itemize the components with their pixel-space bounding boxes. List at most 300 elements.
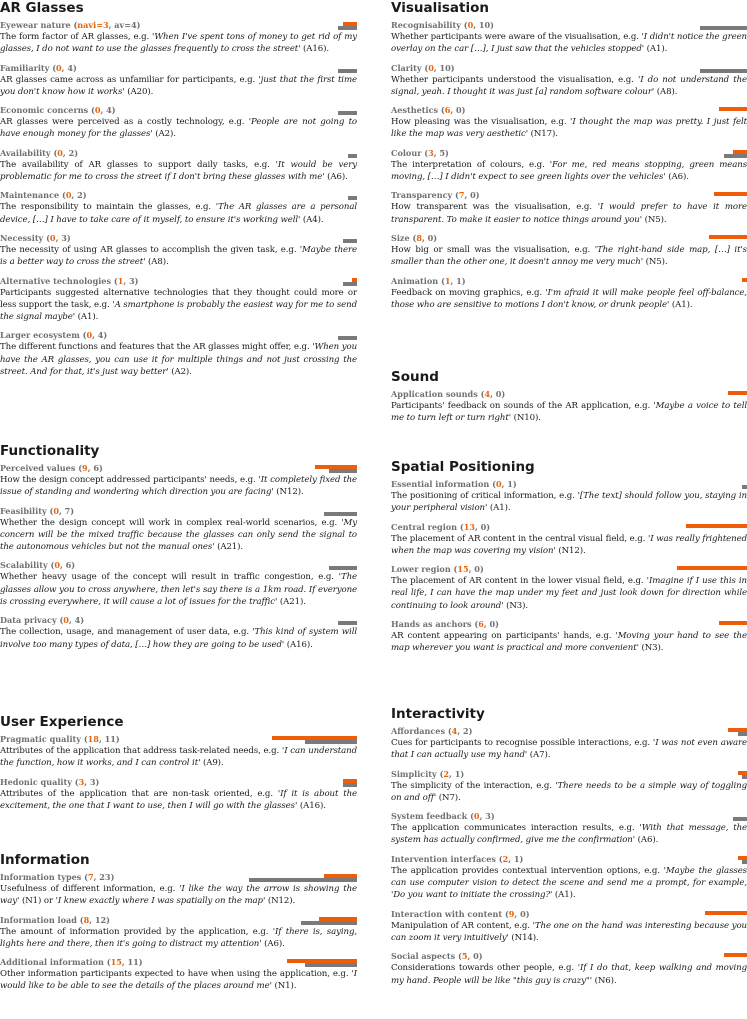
count-bars <box>635 950 747 962</box>
code-description <box>391 630 747 655</box>
code-entry-hands-as-anchors <box>391 618 747 655</box>
description-text: How the design concept addressed participants' needs, e.g. ' <box>0 475 261 485</box>
navi-count: 0 <box>57 147 63 158</box>
navi-count: 0 <box>65 190 72 201</box>
navi-bar <box>724 953 747 957</box>
code-description <box>391 920 747 945</box>
code-header <box>391 104 747 116</box>
code-description <box>0 474 357 499</box>
description-text: Usefulness of different information, e.g. ' <box>0 884 182 894</box>
navi-count: 8 <box>83 914 90 925</box>
navi-count: 7 <box>458 190 465 201</box>
section-title: Functionality <box>0 443 100 459</box>
count-bars <box>245 62 357 74</box>
section-visualisation <box>391 0 747 317</box>
code-name: Additional information <box>0 957 104 968</box>
av-bar <box>348 196 357 200</box>
description-text: The placement of AR content in the central visual field, e.g. ' <box>391 533 651 544</box>
quote-text: It would be very problematic for me to cross the street if I don't bring these glasses with me <box>0 159 357 183</box>
av-count: 3 <box>128 275 135 286</box>
code-description <box>0 31 357 56</box>
code-entry-pragmatic-quality <box>0 733 357 770</box>
code-description <box>391 962 747 987</box>
code-description <box>0 116 357 141</box>
code-description <box>0 74 357 99</box>
count-bars <box>635 810 747 822</box>
count-bars <box>245 914 357 926</box>
section-title: Interactivity <box>391 706 485 722</box>
navi-count: navi=3 <box>77 20 109 30</box>
navi-count: 3 <box>428 147 434 158</box>
description-text: Participants suggested alternative technologies that they thought could more or less support the task, e.g. ' <box>0 287 357 310</box>
code-entry-simplicity <box>391 768 747 805</box>
quote-text: [The text] should follow you, staying in your peripheral vision <box>391 491 747 514</box>
code-description <box>0 626 357 651</box>
source-text: ' (A20). <box>122 86 154 97</box>
quote-text: When you have the AR glasses, you can use it for multiple things and not just crossing the street. And for that, it's just way better <box>0 342 358 378</box>
code-description <box>391 490 747 515</box>
source-text: ' (A2). <box>150 129 176 140</box>
av-count: 1 <box>456 275 462 286</box>
code-label: Hands as anchors (6, 0) <box>391 619 500 630</box>
navi-count: 0 <box>428 62 434 73</box>
av-bar <box>700 26 747 30</box>
source-text: ' (A8). <box>651 86 678 97</box>
navi-bar <box>728 391 747 395</box>
navi-count: 8 <box>416 232 422 243</box>
av-count: 2 <box>68 147 75 158</box>
av-bar <box>324 512 357 516</box>
av-count: 0 <box>495 389 502 399</box>
code-description <box>391 822 747 847</box>
code-entry-familiarity <box>0 62 357 99</box>
code-name: Feasibility <box>0 505 47 516</box>
code-name: Information load <box>0 914 77 925</box>
code-header <box>391 521 747 533</box>
section-sound <box>391 369 747 431</box>
code-label: Intervention interfaces (2, 1) <box>391 853 524 864</box>
av-count: 10 <box>439 62 451 73</box>
count-bars <box>245 871 357 883</box>
av-bar <box>338 26 357 30</box>
count-bars <box>635 563 747 575</box>
description-text: AR glasses came across as unfamiliar for participants, e.g. ' <box>0 74 261 85</box>
source-text: ' (N12). <box>262 896 296 907</box>
av-bar <box>338 111 357 115</box>
source-text: ' (A1). <box>72 312 99 323</box>
code-name: Intervention interfaces <box>391 853 496 864</box>
navi-bar <box>709 235 747 239</box>
count-bars <box>635 388 747 400</box>
navi-bar <box>686 524 747 528</box>
code-description <box>0 244 357 269</box>
av-bar <box>700 69 747 73</box>
quote-text: The AR glasses are a personal device, […] I have to take care of it myself, to ensure it's working well <box>0 202 357 225</box>
quote-text: For me, red means stopping, green means moving, […] I didn't expect to see green lights over the vehicles <box>391 159 747 183</box>
navi-count: 0 <box>473 811 480 822</box>
av-count: 6 <box>93 463 99 473</box>
source-text: ' (N17). <box>525 129 558 140</box>
navi-count: 18 <box>87 734 99 744</box>
source-text: ' (A21). <box>275 597 306 608</box>
code-entry-hedonic-quality <box>0 776 357 813</box>
source-text: ' (N10). <box>508 413 541 424</box>
code-label: Alternative technologies (1, 3) <box>0 275 139 286</box>
section-title: User Experience <box>0 714 124 730</box>
navi-count: 6 <box>444 105 451 116</box>
description-text: ' (N1) or ' <box>17 896 58 907</box>
code-header <box>391 908 747 920</box>
code-description <box>0 341 357 378</box>
source-text: ' (A1). <box>666 299 693 310</box>
count-bars <box>245 505 357 517</box>
quote-text: I'm afraid it will make people feel off-balance, those who are sensitive to motions I don't know, or drunk people <box>391 287 747 310</box>
code-entry-data-privacy <box>0 614 357 651</box>
quote-text: I do not understand the signal, yeah. I thought it was just [a] random software colour <box>391 74 747 97</box>
quote-text: I knew exactly where I was spatially on the map <box>57 896 263 907</box>
quote-text: This kind of system will involve too many types of data, […] how they are going to be used <box>0 627 358 650</box>
av-count: 23 <box>99 872 111 882</box>
description-text: The necessity of using AR glasses to accomplish the given task, e.g. ' <box>0 244 303 255</box>
code-entry-availability <box>0 147 357 184</box>
count-bars <box>245 559 357 571</box>
code-name: Recognisability <box>391 20 461 30</box>
code-header <box>0 232 357 244</box>
quote-text: I would prefer to have it more transparent. To make it easier to notice things around you <box>391 202 747 225</box>
code-label: Animation (1, 1) <box>391 275 466 286</box>
av-count: 3 <box>61 232 67 243</box>
av-count: 0 <box>473 951 479 962</box>
description-text: The availability of AR glasses to support daily tasks, e.g. ' <box>0 159 278 170</box>
quote-text: I didn't notice the green overlay on the car […], I just saw that the vehicles stopped <box>391 32 747 55</box>
code-name: Application sounds <box>391 389 478 399</box>
code-description <box>0 571 357 608</box>
description-text: Cues for participants to recognise possible interactions, e.g. ' <box>391 738 656 748</box>
code-entry-feasibility <box>0 505 357 554</box>
code-header <box>0 956 357 968</box>
count-bars <box>635 478 747 490</box>
code-header <box>0 871 357 883</box>
navi-count: 9 <box>82 463 88 473</box>
code-description <box>391 575 747 612</box>
av-count: 0 <box>456 105 462 116</box>
description-text: Whether participants understood the visualisation, e.g. ' <box>391 74 641 85</box>
code-label: Information types (7, 23) <box>0 872 115 882</box>
code-description <box>391 244 747 269</box>
navi-bar <box>714 192 747 196</box>
av-bar <box>329 469 357 473</box>
quote-text: The one on the hand was interesting because you can zoom it very intuitively <box>391 920 747 943</box>
code-header <box>0 505 357 517</box>
source-text: ' (A1). <box>641 44 668 55</box>
code-entry-perceived-values <box>0 462 357 499</box>
quote-text: I thought the map was pretty. I just felt like the map was very aesthetic <box>391 117 747 140</box>
description-text: The application provides contextual intervention options, e.g. ' <box>391 865 666 876</box>
source-text: ' (A9). <box>198 758 224 769</box>
description-text: Attributes of the application that address task-related needs, e.g. ' <box>0 746 285 756</box>
code-entry-colour <box>391 147 747 184</box>
navi-count: 6 <box>478 619 484 630</box>
description-text: Whether heavy usage of the concept will result in traffic congestion, e.g. ' <box>0 572 341 583</box>
count-bars <box>245 19 357 31</box>
code-header <box>391 62 747 74</box>
description-text: The collection, usage, and management of user data, e.g. ' <box>0 627 255 638</box>
code-entry-interaction-with-content <box>391 908 747 945</box>
code-header <box>391 275 747 287</box>
code-name: Economic concerns <box>0 105 89 116</box>
av-count: 0 <box>520 908 526 919</box>
code-label: Interaction with content (9, 0) <box>391 908 530 919</box>
quote-text: Maybe a voice to tell me to turn left or turn right <box>391 401 747 424</box>
code-header <box>0 614 357 626</box>
av-bar <box>249 878 357 882</box>
code-entry-larger-ecosystem <box>0 329 357 378</box>
code-label: Data privacy (0, 4) <box>0 615 85 626</box>
code-header <box>0 147 357 159</box>
code-label: Application sounds (4, 0) <box>391 389 506 399</box>
count-bars <box>635 908 747 920</box>
count-bars <box>635 768 747 780</box>
code-header <box>391 189 747 201</box>
code-name: Lower region <box>391 564 451 575</box>
navi-count: 13 <box>463 521 475 532</box>
code-description <box>391 865 747 902</box>
code-name: Familiarity <box>0 62 50 73</box>
code-entry-additional-information <box>0 956 357 993</box>
quote-text: If there is, saying, lights here and there, then it's going to distract my attention <box>0 926 357 949</box>
av-count: 3 <box>485 811 491 822</box>
code-entry-essential-information <box>391 478 747 515</box>
av-count: 4 <box>106 105 112 116</box>
av-bar <box>738 732 747 736</box>
code-description <box>391 287 747 312</box>
code-description <box>391 201 747 226</box>
code-entry-alternative-technologies <box>0 275 357 324</box>
section-title: Visualisation <box>391 0 489 16</box>
source-text: ' (A4). <box>298 214 324 225</box>
code-name: Necessity <box>0 232 44 243</box>
av-bar <box>742 485 747 489</box>
section-spatial-positioning <box>391 459 747 661</box>
code-header <box>0 462 357 474</box>
code-label: Feasibility (0, 7) <box>0 505 75 516</box>
navi-count: 9 <box>508 908 515 919</box>
av-count: 0 <box>427 232 434 243</box>
quote-text: My concern will be the mixed traffic because the glasses can only send the signal to the autonomous vehicles but not the manual ones <box>0 517 357 553</box>
code-entry-central-region <box>391 521 747 558</box>
quote-text: When I've spent tons of money to get rid of my glasses, I do not want to use the glasses frequently to cross the street <box>0 32 357 55</box>
code-entry-system-feedback <box>391 810 747 847</box>
code-description <box>0 968 357 993</box>
code-name: Social aspects <box>391 951 456 962</box>
code-name: Clarity <box>391 62 422 73</box>
av-count: 11 <box>127 957 139 968</box>
description-text: The simplicity of the interaction, e.g. ' <box>391 780 558 791</box>
code-header <box>391 19 747 31</box>
code-header <box>391 618 747 630</box>
source-text: ' (A2). <box>166 367 192 378</box>
count-bars <box>245 104 357 116</box>
description-text: Other information participants expected to have when using the application, e.g. ' <box>0 969 354 980</box>
navi-count: 1 <box>117 275 124 286</box>
code-header <box>0 776 357 788</box>
description-text: The amount of information provided by the application, e.g. ' <box>0 926 276 937</box>
count-bars <box>635 521 747 533</box>
av-bar <box>343 282 357 286</box>
code-label: System feedback (0, 3) <box>391 811 495 822</box>
av-bar <box>733 817 747 821</box>
code-label: Economic concerns (0, 4) <box>0 105 116 116</box>
code-entry-intervention-interfaces <box>391 853 747 902</box>
code-entry-social-aspects <box>391 950 747 987</box>
code-name: Perceived values <box>0 463 76 473</box>
av-count: 2 <box>462 726 469 736</box>
code-entry-information-load <box>0 914 357 951</box>
code-name: Information types <box>0 872 82 882</box>
code-name: Simplicity <box>391 768 437 779</box>
description-text: Attributes of the application that are non-task oriented, e.g. ' <box>0 788 281 799</box>
code-label: Essential information (0, 1) <box>391 479 517 489</box>
code-header <box>0 62 357 74</box>
code-entry-size <box>391 232 747 269</box>
count-bars <box>635 275 747 287</box>
code-entry-information-types <box>0 871 357 908</box>
code-name: Alternative technologies <box>0 275 112 286</box>
av-bar <box>301 921 357 925</box>
navi-count: 0 <box>49 232 56 243</box>
code-entry-application-sounds <box>391 388 747 425</box>
code-name: Aesthetics <box>391 105 439 116</box>
navi-count: 5 <box>461 951 468 962</box>
source-text: ' (A7). <box>524 750 551 761</box>
section-title: Sound <box>391 369 439 385</box>
code-description <box>391 533 747 558</box>
source-text: ' (N5). <box>639 214 667 225</box>
code-header <box>0 19 357 31</box>
description-text: How transparent was the visualisation, e.g. ' <box>391 202 600 213</box>
code-entry-animation <box>391 275 747 312</box>
count-bars <box>245 776 357 788</box>
count-bars <box>245 189 357 201</box>
code-name: Pragmatic quality <box>0 734 82 744</box>
description-text: Manipulation of AR content, e.g. ' <box>391 920 535 931</box>
code-name: Availability <box>0 147 51 158</box>
description-text: Whether the design concept will work in complex real-world scenarios, e.g. ' <box>0 517 344 528</box>
navi-count: 0 <box>54 560 60 571</box>
code-entry-eyewear-nature <box>0 19 357 56</box>
quote-text: just that the first time you don't know how it works <box>0 74 357 97</box>
av-count: 3 <box>89 776 96 787</box>
code-description <box>0 883 357 908</box>
av-bar <box>305 740 357 744</box>
code-entry-transparency <box>391 189 747 226</box>
source-text: ' (A8). <box>143 257 169 268</box>
code-description <box>0 788 357 813</box>
navi-count: 0 <box>56 62 62 73</box>
code-name: Data privacy <box>0 615 57 626</box>
quote-text: With that message, the system has actually confirmed, give me the confirmation <box>391 823 747 846</box>
description-text: AR content appearing on participants' hands, e.g. ' <box>391 631 618 642</box>
code-name: Interaction with content <box>391 908 503 919</box>
count-bars <box>245 147 357 159</box>
code-label: Additional information (15, 11) <box>0 957 143 968</box>
section-interactivity <box>391 706 747 993</box>
navi-count: 4 <box>451 726 458 736</box>
code-description <box>0 287 357 324</box>
av-bar <box>348 154 357 158</box>
code-name: System feedback <box>391 811 468 822</box>
code-label: Recognisability (0, 10) <box>391 20 494 30</box>
code-description <box>0 745 357 770</box>
code-name: Animation <box>391 275 439 286</box>
source-text: ' (A16). <box>294 800 326 811</box>
code-label: Scalability (0, 6) <box>0 560 76 571</box>
code-label: Availability (0, 2) <box>0 147 79 158</box>
code-header <box>391 563 747 575</box>
code-description <box>0 201 357 226</box>
code-label: Affordances (4, 2) <box>391 726 473 736</box>
source-text: ' (A16). <box>281 639 313 650</box>
code-description <box>391 400 747 425</box>
section-information <box>0 852 357 999</box>
description-text: Feedback on moving graphics, e.g. ' <box>391 287 548 298</box>
description-text: The interpretation of colours, e.g. ' <box>391 159 553 170</box>
navi-count: 0 <box>53 505 59 516</box>
source-text: ' (A1). <box>549 890 576 901</box>
av-bar <box>305 963 357 967</box>
av-count: 11 <box>104 734 116 744</box>
code-name: Affordances <box>391 726 446 736</box>
source-text: ' (A6). <box>259 938 285 949</box>
quote-text: A smartphone is probably the easiest way for me to send the signal maybe <box>0 299 357 323</box>
code-label: Necessity (0, 3) <box>0 232 71 243</box>
source-text: ' (A21). <box>212 542 244 553</box>
code-label: Social aspects (5, 0) <box>391 951 483 962</box>
source-text: ' (N12). <box>271 487 304 498</box>
quote-text: Moving your hand to see the map wherever you want is practical and more convenient <box>391 631 747 654</box>
count-bars <box>245 733 357 745</box>
code-description <box>0 159 357 184</box>
quote-text: People are not going to have enough money for the glasses <box>0 117 357 140</box>
description-text: The positioning of critical information, e.g. ' <box>391 491 580 501</box>
av-bar <box>329 566 357 570</box>
av-count: 0 <box>470 190 476 201</box>
section-title: Information <box>0 852 90 868</box>
av-count: av=4 <box>114 20 137 30</box>
source-text: ' (A6). <box>663 172 689 183</box>
description-text: How big or small was the visualisation, e.g. ' <box>391 244 597 255</box>
code-entry-economic-concerns <box>0 104 357 141</box>
code-label: Information load (8, 12) <box>0 914 110 925</box>
source-text: ' (N1). <box>269 981 297 992</box>
description-text: The placement of AR content in the lower visual field, e.g. ' <box>391 576 649 587</box>
quote-text: The glasses allow you to cross anywhere, then let's say there is a 1km road. If everyone is crossing everywhere, it will cause a lot of issues for the traffic <box>0 572 357 608</box>
code-description <box>391 737 747 762</box>
navi-bar <box>719 107 747 111</box>
quote-text: Imagine if I use this in real life, I can have the map under my feet and just look down for direction while continuing to look around <box>391 576 747 611</box>
av-count: 0 <box>489 619 496 630</box>
code-label: Central region (13, 0) <box>391 521 491 532</box>
code-name: Size <box>391 232 410 243</box>
quote-text: I was not even aware that I can actually use my hand <box>391 738 747 761</box>
quote-text: If I do that, keep walking and moving my hand. People will be like "this guy is crazy" <box>391 963 747 986</box>
code-header <box>391 388 747 400</box>
description-text: Whether participants were aware of the visualisation, e.g. ' <box>391 32 644 42</box>
code-name: Scalability <box>0 560 48 571</box>
av-count: 1 <box>507 479 513 489</box>
navi-count: 3 <box>78 776 85 787</box>
code-label: Pragmatic quality (18, 11) <box>0 734 120 744</box>
